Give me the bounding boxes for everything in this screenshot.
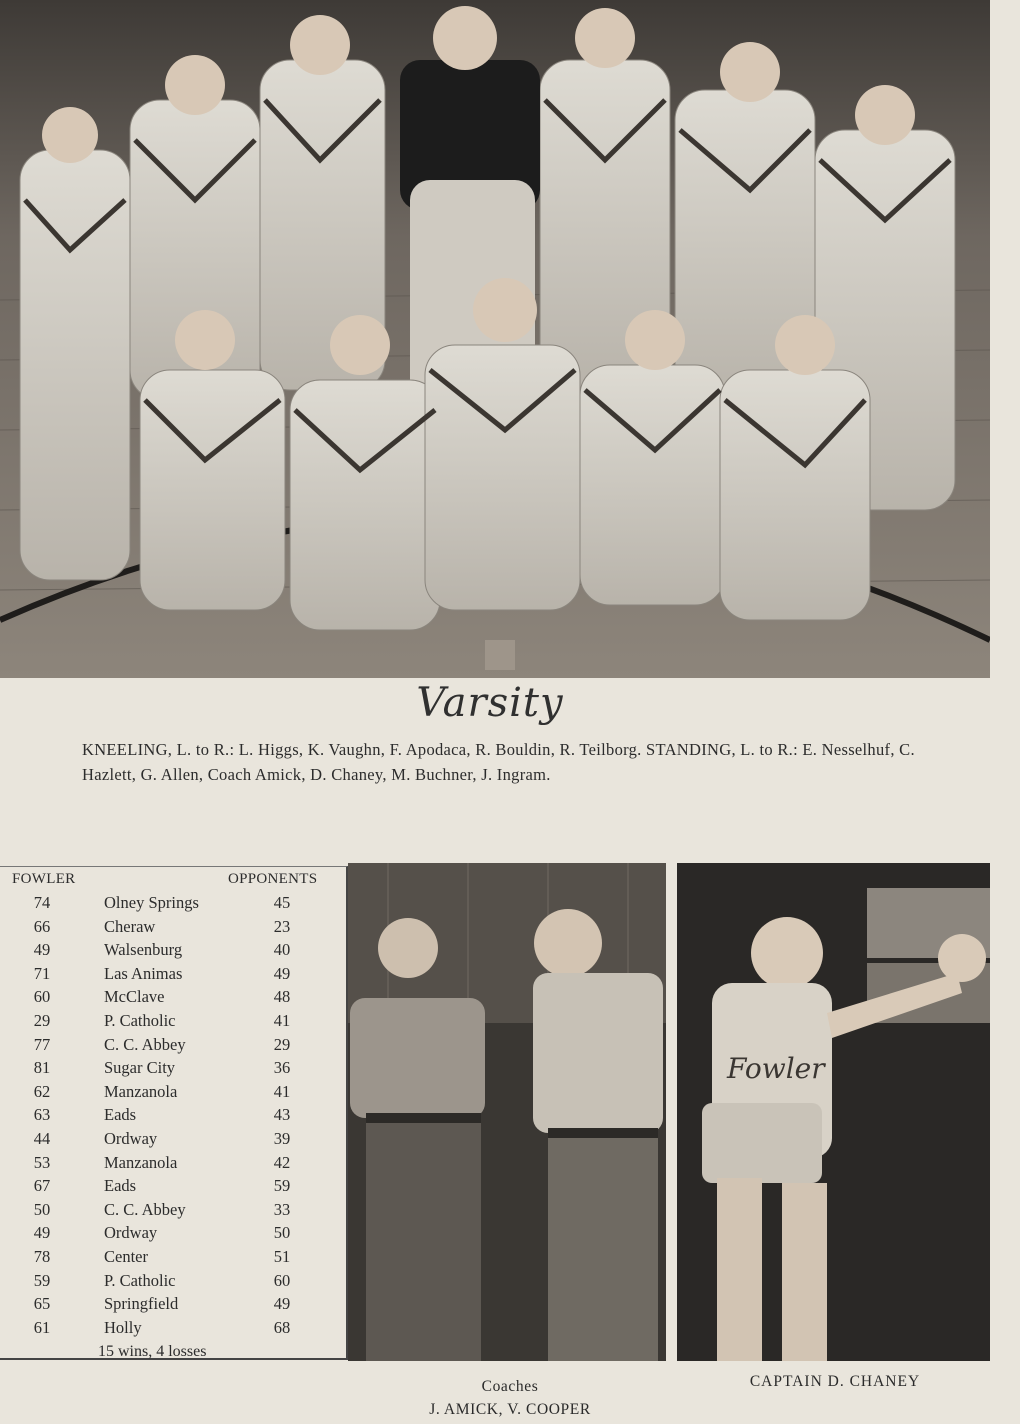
coaches-caption (380, 1375, 640, 1421)
opponent-name: Eads (104, 1176, 137, 1196)
game-row (0, 1082, 346, 1106)
opponent-name: C. C. Abbey (104, 1199, 186, 1219)
game-row (0, 1318, 346, 1342)
fowler-score: 53 (33, 1152, 51, 1172)
jersey-lettering: Fowler (727, 1052, 825, 1085)
fowler-score: 63 (33, 1105, 51, 1125)
game-row (0, 1223, 346, 1247)
game-row (0, 1011, 346, 1035)
fowler-score: 29 (33, 1011, 51, 1030)
opponent-name: Springfield (104, 1294, 179, 1314)
game-row (0, 940, 346, 964)
opponent-score: 48 (273, 987, 291, 1007)
game-row (0, 1035, 346, 1059)
game-row (0, 917, 346, 941)
opponent-score: 68 (273, 1317, 291, 1337)
opponent-score: 40 (273, 940, 291, 960)
fowler-score: 65 (33, 1294, 51, 1314)
game-row (0, 1294, 346, 1318)
fowler-score: 74 (33, 893, 51, 912)
fowler-score: 49 (33, 940, 51, 960)
fowler-score: 61 (33, 1317, 51, 1337)
fowler-score: 77 (33, 1034, 51, 1054)
opponent-name: Las Animas (104, 963, 183, 983)
opponent-score: 33 (273, 1199, 291, 1219)
game-row (0, 1247, 346, 1271)
header-fowler: FOWLER (12, 871, 76, 887)
opponent-name: Manzanola (104, 1152, 178, 1172)
fowler-score: 60 (33, 987, 51, 1007)
fowler-score: 59 (33, 1270, 51, 1290)
opponent-name: Ordway (104, 1129, 158, 1148)
game-row (0, 1105, 346, 1129)
captain-photo (677, 863, 990, 1361)
game-row (0, 1271, 346, 1295)
coaches-caption-title: Coaches (481, 1378, 539, 1395)
opponent-score: 43 (273, 1105, 291, 1125)
opponent-name: Olney Springs (104, 893, 199, 912)
opponent-score: 60 (273, 1270, 291, 1290)
opponent-score: 59 (273, 1176, 291, 1196)
schedule-table (0, 866, 348, 1360)
game-row (0, 1129, 346, 1153)
opponent-name: C. C. Abbey (104, 1034, 186, 1054)
team-caption: KNEELING, L. to R.: L. Higgs, K. Vaughn, F. Apodaca, R. Bouldin, R. Teilborg. STANDING, L. to R.: E. Nesselhuf, C. Hazlett, G. Allen, Coach Amick, D. Chaney, M. Buchner, J. Ingram. (82, 740, 915, 784)
section-title: Varsity (416, 680, 564, 726)
fowler-score: 67 (33, 1176, 51, 1196)
opponent-name: Walsenburg (104, 940, 183, 960)
game-row (0, 1176, 346, 1200)
season-record: 15 wins, 4 losses (98, 1343, 207, 1360)
opponent-score: 49 (273, 963, 291, 983)
opponent-score: 49 (273, 1294, 291, 1314)
header-opponents: OPPONENTS (228, 871, 318, 887)
fowler-score: 62 (33, 1081, 51, 1101)
opponent-name: Sugar City (104, 1058, 176, 1078)
opponent-score: 41 (273, 1011, 291, 1030)
opponent-score: 45 (273, 893, 291, 912)
opponent-score: 23 (273, 916, 291, 936)
opponent-name: P. Catholic (104, 1270, 176, 1290)
opponent-name: Ordway (104, 1223, 158, 1243)
opponent-name: Holly (104, 1317, 142, 1337)
opponent-name: Eads (104, 1105, 137, 1125)
coaches-caption-names: J. AMICK, V. COOPER (429, 1401, 591, 1418)
game-row (0, 893, 346, 917)
opponent-name: P. Catholic (104, 1011, 176, 1030)
fowler-score: 81 (33, 1058, 51, 1078)
fowler-score: 66 (33, 916, 51, 936)
captain-caption: CAPTAIN D. CHANEY (749, 1373, 921, 1390)
fowler-score: 44 (33, 1129, 51, 1148)
opponent-score: 42 (273, 1152, 291, 1172)
fowler-score: 71 (33, 963, 51, 983)
team-photo (0, 0, 990, 678)
game-row (0, 987, 346, 1011)
opponent-score: 36 (273, 1058, 291, 1078)
opponent-score: 50 (273, 1223, 291, 1243)
fowler-score: 50 (33, 1199, 51, 1219)
opponent-score: 39 (273, 1129, 291, 1148)
opponent-name: McClave (104, 987, 165, 1007)
opponent-score: 51 (273, 1247, 291, 1266)
game-row (0, 964, 346, 988)
fowler-score: 49 (33, 1223, 51, 1243)
opponent-name: Center (104, 1247, 148, 1266)
opponent-score: 41 (273, 1081, 291, 1101)
opponent-score: 29 (273, 1034, 291, 1054)
game-row (0, 1058, 346, 1082)
game-row (0, 1153, 346, 1177)
fowler-score: 78 (33, 1247, 51, 1266)
coaches-photo (348, 863, 666, 1361)
opponent-name: Cheraw (104, 916, 156, 936)
opponent-name: Manzanola (104, 1081, 178, 1101)
game-row (0, 1200, 346, 1224)
